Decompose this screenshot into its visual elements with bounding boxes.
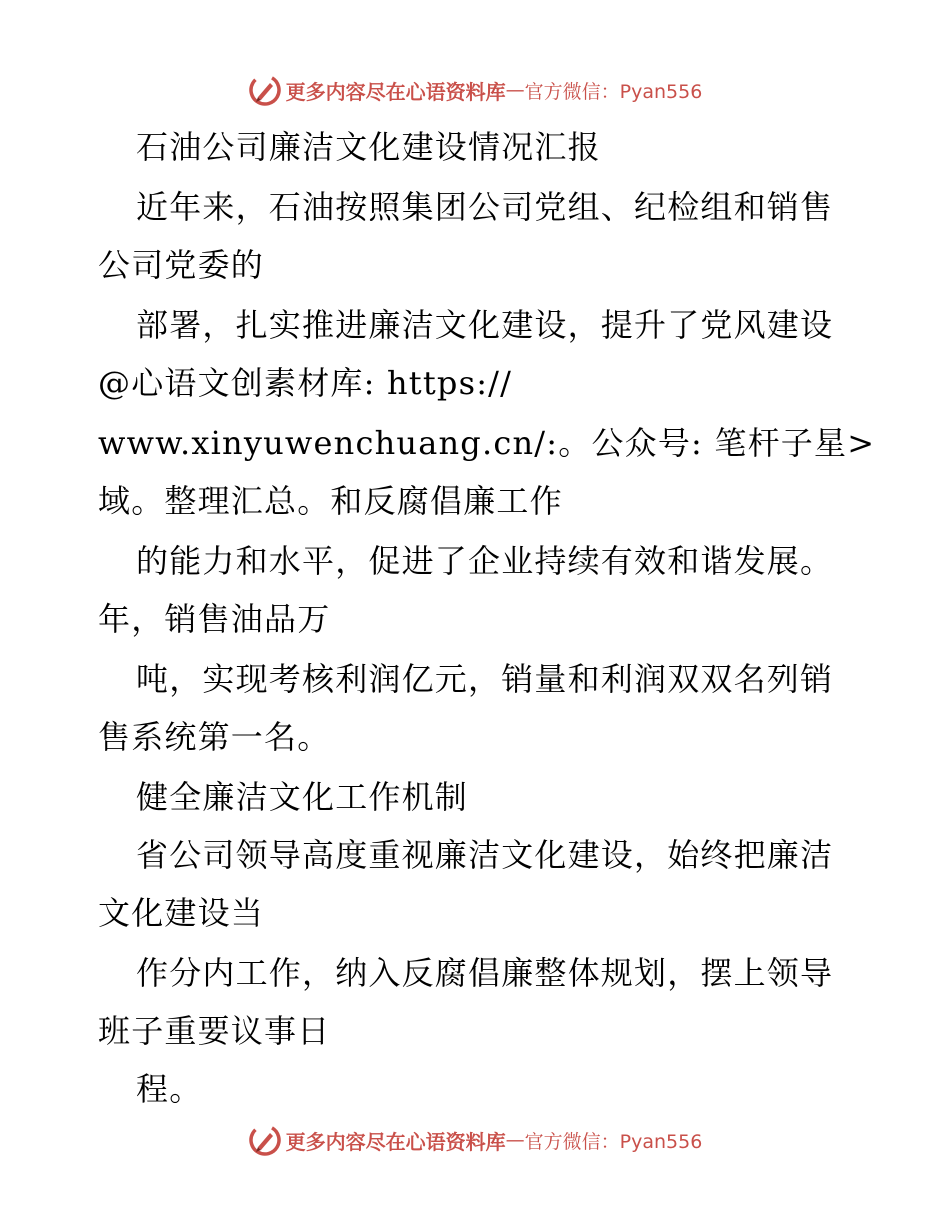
- banner-wechat-text: 官方微信：Pyan556: [524, 80, 703, 103]
- footer-banner: [0, 1120, 950, 1160]
- pen-circle-logo-icon: [248, 73, 282, 107]
- paragraph-line: 的能力和水平，促进了企业持续有效和谐发展。: [136, 542, 834, 580]
- banner-wechat-text: 官方微信：Pyan556: [524, 1130, 703, 1153]
- header-banner: [0, 70, 950, 110]
- paragraph-line: 班子重要议事日: [98, 1012, 331, 1050]
- paragraph-line: 作分内工作，纳入反腐倡廉整体规划，摆上领导: [136, 954, 834, 992]
- document-title: 石油公司廉洁文化建设情况汇报: [136, 128, 601, 166]
- banner-separator: —: [505, 79, 525, 101]
- paragraph-line: 程。: [136, 1070, 203, 1108]
- paragraph-line: 部署，扎实推进廉洁文化建设，提升了党风建设: [136, 306, 834, 344]
- paragraph-line: 吨，实现考核利润亿元，销量和利润双双名列销: [136, 660, 834, 698]
- paragraph-line: 文化建设当: [98, 894, 265, 932]
- paragraph-line: 近年来，石油按照集团公司党组、纪检组和销售: [136, 188, 834, 226]
- section-heading: 健全廉洁文化工作机制: [136, 778, 469, 816]
- banner-main-text: 更多内容尽在心语资料库: [285, 1129, 506, 1154]
- paragraph-line: www.xinyuwenchuang.cn/:。公众号: 笔杆子星>: [98, 424, 876, 462]
- paragraph-line: 年，销售油品万: [98, 600, 331, 638]
- paragraph-line: @心语文创素材库: https://: [98, 364, 513, 402]
- pen-circle-logo-icon: [248, 1123, 282, 1157]
- banner-separator: —: [505, 1129, 525, 1151]
- paragraph-line: 公司党委的: [98, 246, 265, 284]
- paragraph-line: 省公司领导高度重视廉洁文化建设，始终把廉洁: [136, 836, 834, 874]
- paragraph-line: 域。整理汇总。和反腐倡廉工作: [98, 482, 563, 520]
- banner-main-text: 更多内容尽在心语资料库: [285, 79, 506, 104]
- paragraph-line: 售系统第一名。: [98, 718, 331, 756]
